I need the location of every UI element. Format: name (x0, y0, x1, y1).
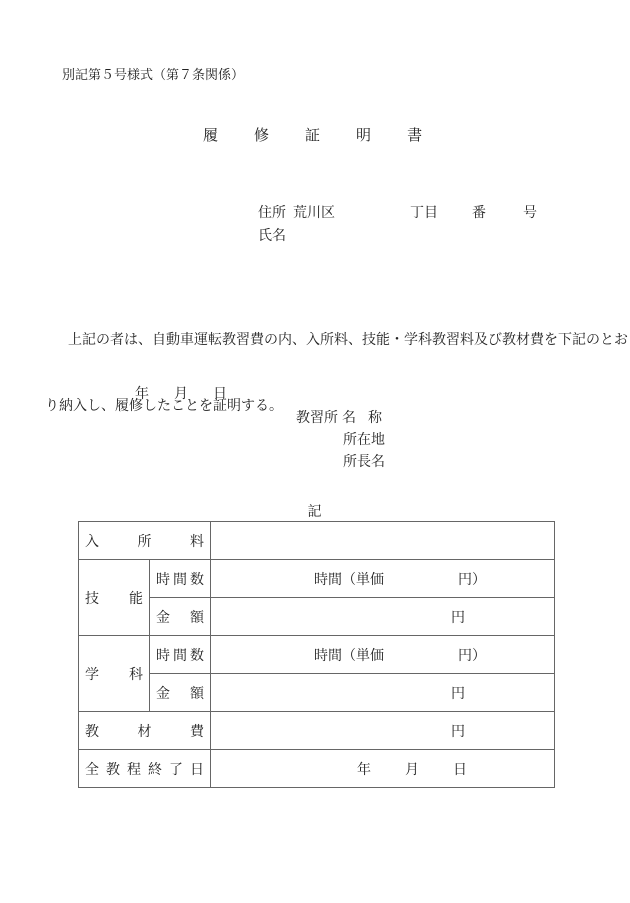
material-fee-value-cell (211, 712, 555, 750)
academic-amount-label: 金 額 (156, 686, 204, 702)
fee-table (78, 521, 555, 788)
name-label: 氏名 (258, 229, 286, 244)
skill-amount-value-cell (211, 598, 555, 636)
address-label: 住所 (258, 206, 286, 221)
skill-hours-unit-suffix: 円） (458, 572, 486, 588)
academic-group-label: 学 科 (85, 667, 143, 683)
address-ward: 荒川区 (293, 206, 335, 221)
academic-hours-label: 時 間 数 (156, 648, 204, 664)
table-row-skill-hours (79, 560, 555, 598)
issuer-address-field-label: 所在地 (343, 433, 385, 448)
issuer-school-label: 教習所 (296, 411, 338, 426)
completion-date-labels: 年 月 日 (357, 762, 467, 778)
table-row-completion (79, 750, 555, 788)
academic-hours-unit-suffix: 円） (458, 648, 486, 664)
table-heading: 記 (307, 505, 322, 520)
table-row-academic-hours (79, 636, 555, 674)
skill-hours-value-cell (211, 560, 555, 598)
body-paragraph-line2: り納入し、履修したことを証明する。 (45, 399, 283, 414)
admission-fee-label-cell (79, 522, 211, 560)
issuer-director-field-label: 所長名 (343, 455, 385, 470)
address-ban-label: 番 (472, 206, 486, 221)
skill-amount-label-cell (150, 598, 211, 636)
completion-date-label: 全 教 程 終 了 日 (85, 762, 204, 778)
address-go-label: 号 (523, 206, 537, 221)
completion-date-label-cell (79, 750, 211, 788)
table-row-admission (79, 522, 555, 560)
material-fee-label-cell (79, 712, 211, 750)
admission-fee-label: 入 所 料 (85, 534, 204, 550)
academic-hours-unit-prefix: 時間（単価 (314, 648, 384, 664)
skill-amount-yen-label: 円 (451, 610, 465, 626)
address-line (0, 202, 630, 220)
academic-hours-label-cell (150, 636, 211, 674)
body-paragraph-line1: 上記の者は、自動車運転教習費の内、入所料、技能・学科教習料及び教材費を下記のとお (68, 333, 628, 348)
skill-hours-label-cell (150, 560, 211, 598)
skill-group-label-cell (79, 560, 150, 636)
table-row-material (79, 712, 555, 750)
issue-date-line: 年 月 日 (135, 387, 227, 402)
academic-amount-yen-label: 円 (451, 686, 465, 702)
academic-hours-value-cell (211, 636, 555, 674)
table-row-academic-amount (79, 674, 555, 712)
body-paragraph (45, 286, 628, 462)
issuer-name-field-label: 名 称 (342, 411, 382, 426)
academic-group-label-cell (79, 636, 150, 712)
skill-hours-unit-prefix: 時間（単価 (314, 572, 384, 588)
academic-amount-value-cell (211, 674, 555, 712)
skill-hours-label: 時 間 数 (156, 572, 204, 588)
certificate-title: 履 修 証 明 書 (203, 128, 423, 144)
academic-amount-label-cell (150, 674, 211, 712)
skill-amount-label: 金 額 (156, 610, 204, 626)
form-number-note: 別記第５号様式（第７条関係） (62, 67, 245, 82)
address-chome-label: 丁目 (410, 206, 438, 221)
material-fee-label: 教 材 費 (85, 724, 204, 740)
skill-group-label: 技 能 (85, 591, 143, 607)
table-row-skill-amount (79, 598, 555, 636)
admission-fee-value-cell (211, 522, 555, 560)
completion-date-value-cell (211, 750, 555, 788)
material-fee-yen-label: 円 (451, 724, 465, 740)
